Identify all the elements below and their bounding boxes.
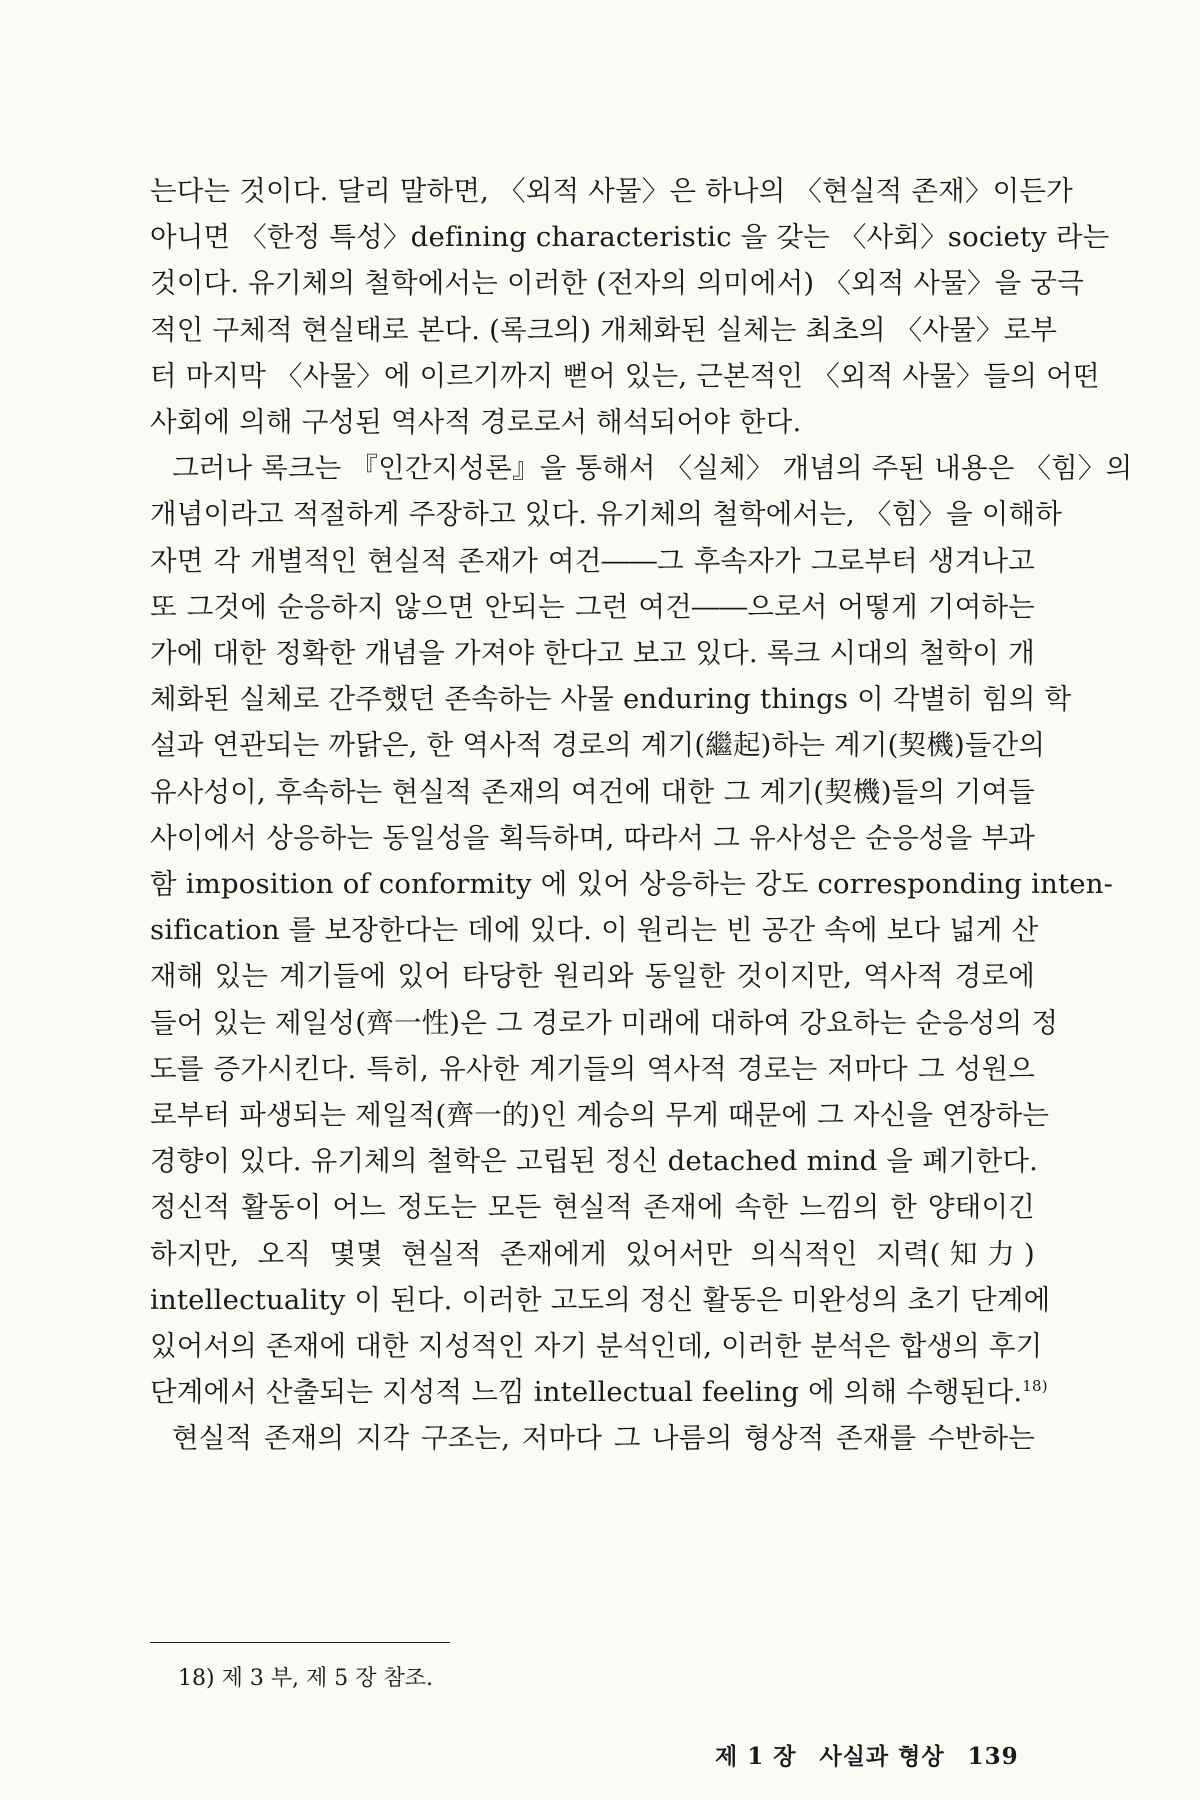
text-line: 체화된 실체로 간주했던 존속하는 사물 enduring things 이 각별히 힘의 학 bbox=[150, 683, 1072, 716]
text-line: 아니면 〈한정 특성〉defining characteristic 을 갖는 〈사회〉society 라는 bbox=[150, 221, 1110, 254]
footnote-divider bbox=[150, 1642, 450, 1643]
text-line: 단계에서 산출되는 지성적 느낌 intellectual feeling 에 의해 수행된다. bbox=[150, 1376, 1023, 1409]
text-line: intellectuality 이 된다. 이러한 고도의 정신 활동은 미완성의 초기 단계에 bbox=[150, 1283, 1051, 1316]
chapter-label: 제 1 장 bbox=[715, 1743, 797, 1770]
text-line: 자면 각 개별적인 현실적 존재가 여건――그 후속자가 그로부터 생겨나고 bbox=[150, 544, 1035, 577]
text-line: 들어 있는 제일성(齊一性)은 그 경로가 미래에 대하여 강요하는 순응성의 정 bbox=[150, 1006, 1059, 1039]
running-footer bbox=[715, 1742, 1033, 1772]
text-line: 재해 있는 계기들에 있어 타당한 원리와 동일한 것이지만, 역사적 경로에 bbox=[150, 960, 1035, 993]
text-line: 적인 구체적 현실태로 본다. (록크의) 개체화된 실체는 최초의 〈사물〉로부 bbox=[150, 313, 1058, 346]
text-line: 는다는 것이다. 달리 말하면, 〈외적 사물〉은 하나의 〈현실적 존재〉이든가 bbox=[150, 175, 1073, 207]
footnote-ref[interactable]: 18) bbox=[1022, 1377, 1048, 1396]
text-line: 것이다. 유기체의 철학에서는 이러한 (전자의 의미에서) 〈외적 사물〉을 궁극 bbox=[150, 267, 1084, 300]
page-number: 139 bbox=[967, 1743, 1019, 1770]
chapter-title: 사실과 형상 bbox=[819, 1743, 945, 1770]
body-text bbox=[150, 168, 1133, 1462]
text-line: 로부터 파생되는 제일적(齊一的)인 계승의 무게 때문에 그 자신을 연장하는 bbox=[150, 1099, 1050, 1132]
text-line: 있어서의 존재에 대한 지성적인 자기 분석인데, 이러한 분석은 합생의 후기 bbox=[150, 1330, 1043, 1363]
text-line: 또 그것에 순응하지 않으면 안되는 그런 여건――으로서 어떻게 기여하는 bbox=[150, 590, 1035, 623]
footnote: 18) 제 3 부, 제 5 장 참조. bbox=[178, 1666, 434, 1691]
text-line: 개념이라고 적절하게 주장하고 있다. 유기체의 철학에서는, 〈힘〉을 이해하 bbox=[150, 498, 1063, 531]
text-line: 유사성이, 후속하는 현실적 존재의 여건에 대한 그 계기(契機)들의 기여들 bbox=[150, 775, 1035, 808]
text-line: 하지만, 오직 몇몇 현실적 존재에게 있어서만 의식적인 지력(知力) bbox=[150, 1237, 1035, 1270]
text-line: 현실적 존재의 지각 구조는, 저마다 그 나름의 형상적 존재를 수반하는 bbox=[172, 1422, 1035, 1455]
text-line: 함 imposition of conformity 에 있어 상응하는 강도 corresponding inten- bbox=[150, 868, 1114, 901]
text-line: 설과 연관되는 까닭은, 한 역사적 경로의 계기(繼起)하는 계기(契機)들간의 bbox=[150, 729, 1046, 762]
text-line: 사회에 의해 구성된 역사적 경로로서 해석되어야 한다. bbox=[150, 406, 802, 439]
text-line-with-footnote bbox=[150, 1369, 1048, 1415]
text-line: 정신적 활동이 어느 정도는 모든 현실적 존재에 속한 느낌의 한 양태이긴 bbox=[150, 1191, 1035, 1224]
text-line: 가에 대한 정확한 개념을 가져야 한다고 보고 있다. 록크 시대의 철학이 개 bbox=[150, 637, 1035, 670]
text-line: 경향이 있다. 유기체의 철학은 고립된 정신 detached mind 을 폐기한다. bbox=[150, 1145, 1039, 1178]
text-line: 터 마지막 〈사물〉에 이르기까지 뻗어 있는, 근본적인 〈외적 사물〉들의 어떤 bbox=[150, 359, 1100, 392]
text-line: 도를 증가시킨다. 특히, 유사한 계기들의 역사적 경로는 저마다 그 성원으 bbox=[150, 1052, 1035, 1085]
text-line: sification 를 보장한다는 데에 있다. 이 원리는 빈 공간 속에 보다 넓게 산 bbox=[150, 914, 1039, 947]
text-line: 사이에서 상응하는 동일성을 획득하며, 따라서 그 유사성은 순응성을 부과 bbox=[150, 821, 1035, 854]
text-line: 그러나 록크는 『인간지성론』을 통해서 〈실체〉 개념의 주된 내용은 〈힘〉의 bbox=[172, 452, 1133, 485]
